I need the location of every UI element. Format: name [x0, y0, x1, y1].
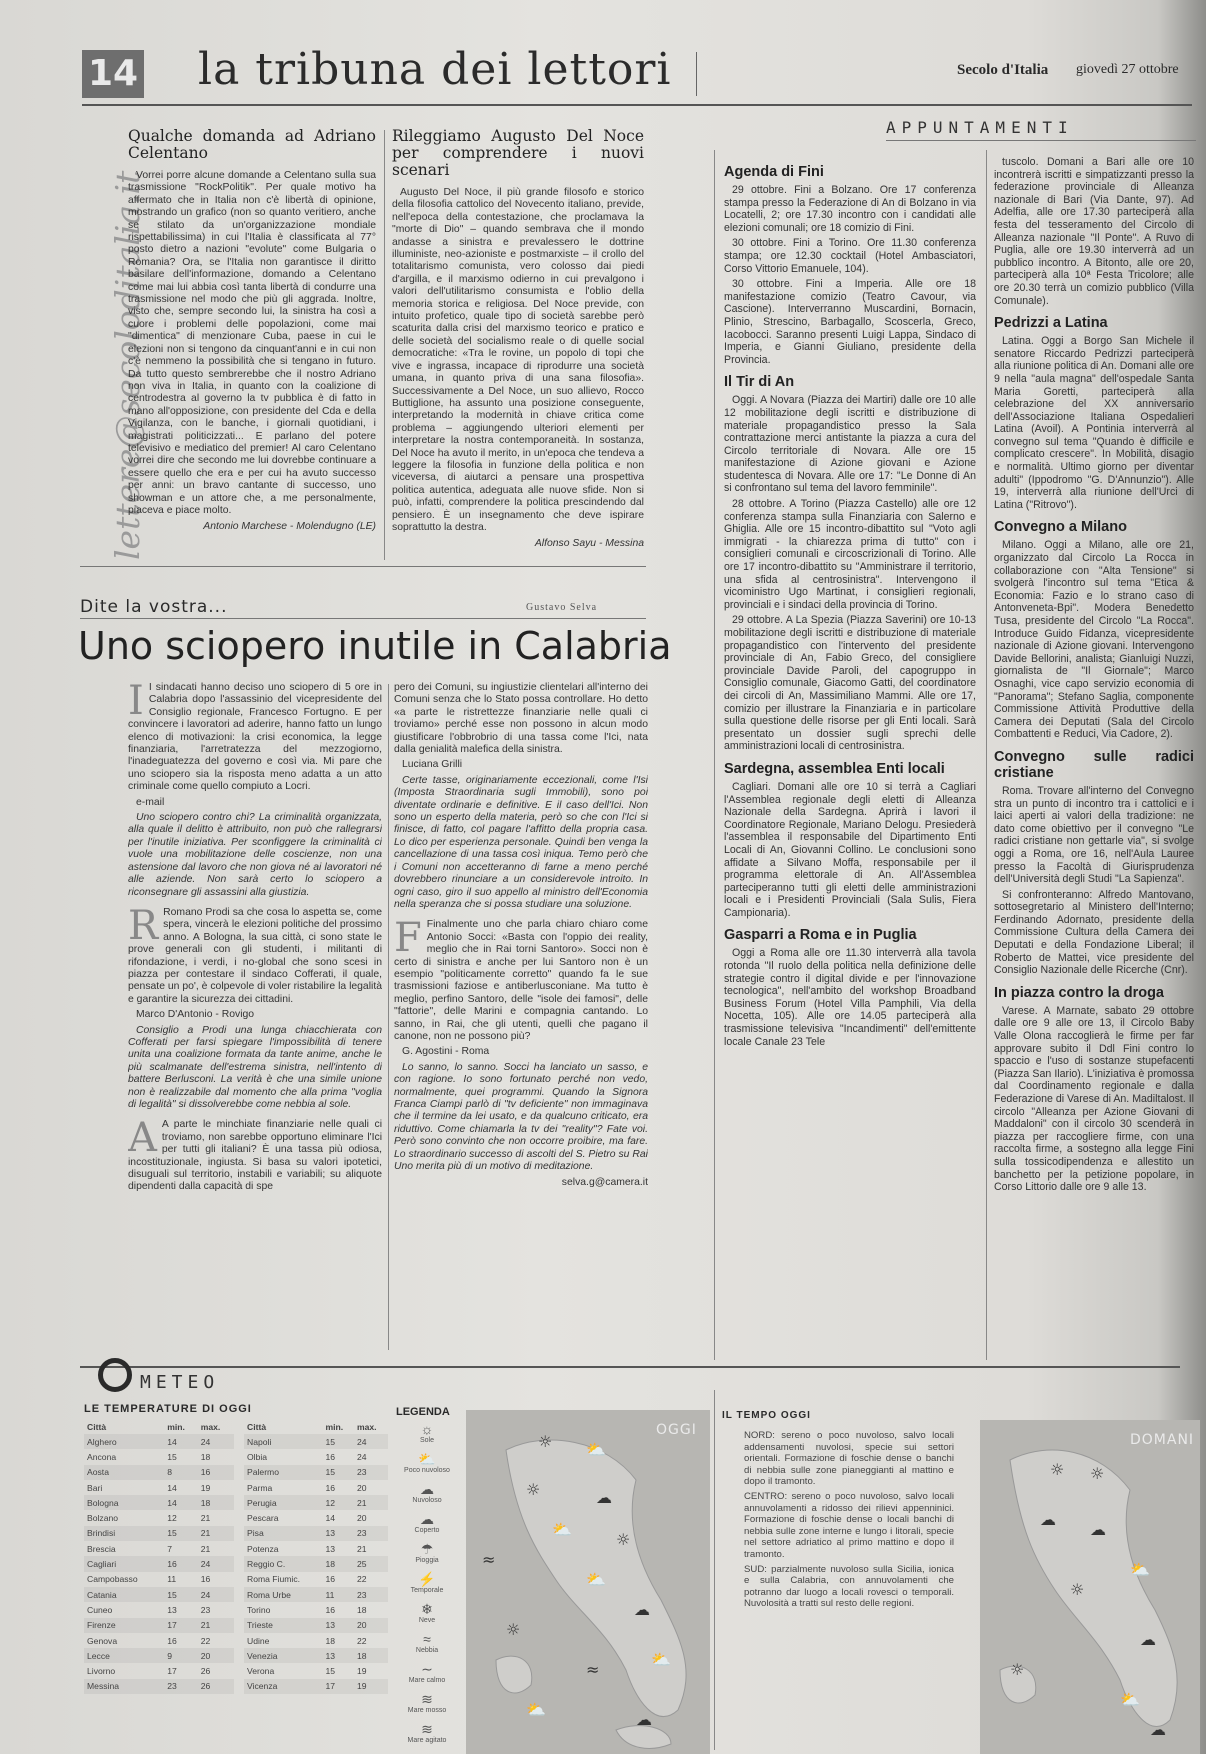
appointment-text: 29 ottobre. Fini a Bolzano. Ore 17 conferenza stampa presso la Federazione di An di Bolzano in via Locatelli, 2; ore 17.30 incontro con i candidati alle elezioni comunali; ore 18 comizio di Fini. [724, 184, 976, 234]
appointment-text: Si confronteranno: Alfredo Mantovano, sottosegretario al Ministero dell'Interno; Ferdinando Adornato, presidente della Commissione Cultura della Camera dei Deputati e della Fondazione Liberal; il Roberto de Mattei, vice presidente del Consiglio Nazionale delle Ricerche (Cnr). [994, 888, 1194, 977]
sun-icon: ☼ [1050, 1460, 1065, 1479]
article-signature: e-mail [136, 796, 165, 808]
table-row [244, 1633, 388, 1648]
min-temp: 13 [322, 1648, 353, 1663]
letter-celentano [128, 128, 376, 562]
cloud-sun-icon: ⛅ [552, 1520, 572, 1539]
appointment-text: Varese. A Marnate, sabato 29 ottobre dalle ore 9 alle ore 13, il Circolo Baby Valle Olona raccoglierà le firme per far approvare subito il Ddl Fini contro lo spaccio e l'uso di sostanze stupefacenti (Piazza San Ilario). L'iniziativa è promossa dal Coordinamento regionale e dalla Federazione di Varese di An. Madiltalost. Il circolo "Alleanza per Azione Giovani di Maddaloni" con il circolo 30 scenderà in piazza per raccogliere firme, con una raccolta firme, a sostegno alla legge Fini sulla tossicodipendenza e allestito un banchetto per la petizione popolare, in Corso Littorio dalle ore 9 alle 13. [994, 1004, 1194, 1194]
cloud-icon: ☁ [596, 1488, 612, 1507]
letter-body: Vorrei porre alcune domande a Celentano sulla sua trasmissione "RockPolitik". Per quale motivo ha affermato che in Italia non c'è libertà di opinione, mostrando un grafico (non so quanto veritiero, anche se stilato da un'organizzazione mondiale rispettabilissima) in cui l'Italia è classificata al 77° posto dietro a nazioni "evolute" come Bulgaria o Romania? Ora, se l'Italia non garantisce il diritto basilare dell'informazione, domando a Celentano come mai lui abbia così tanta libertà di condurre una trasmissione nel modo che più gli aggrada. Inoltre, visto che, sempre secondo lui, la sinistra ha così a cuore i problemi delle popolazioni, come mai "dimentica" di menzionare Cuba, paese in cui le elezioni non si tengono da cinquant'anni e in cui non c'è nemmeno la possibilità che si tengano in futuro. Da tutto questo sembrerebbe che il nostro Adriano non viva in Italia, in quanto con la coalizione di centrodestra al governo la tv pubblica è di fatto in mano all'opposizione, con presidente del Cda e della Vigilanza, con le banche, i giornali quotidiani, i magistrati politicizzati... E parlano del potere televisivo e mediatico del premier! Al caro Celentano vorrei dire che secondo me lui dovrebbe continuare a essere quello che era e per cui ha avuto successo per anni: un bravo cantante di successo, uno showman e un attore che, a me personalmente, piaceva e piace molto. [128, 170, 376, 516]
article-paragraph: pero dei Comuni, su ingiustizie clientelari all'interno dei Comuni senza che lo Stato possa controllare. Ho detto «a parte le ristrettezze finanziarie nelle quali ci troviamo» perché esse non possono in alcun modo giustificare l'obbrobrio di una tassa come l'Ici, nata dalla genialità malefica della sinistra. [394, 682, 648, 756]
max-temp: 24 [198, 1434, 234, 1449]
appointment-title: In piazza contro la droga [994, 984, 1164, 1001]
appointment-text: Cagliari. Domani alle ore 10 si terrà a Cagliari l'Assemblea regionale degli eletti di Alleanza Nazionale della Sardegna. Aprirà i lavori il Coordinatore Regionale, Mariano Delogu. Presiederà l'assemblea il responsabile del Dipartimento Enti Locali di An, Giovanni Collino. Le conclusioni sono affidate a Silvano Moffa, responsabile per il programma elettorale di An. All'Assemblea parteciperanno tutti gli eletti delle amministrazioni locali e i Presidenti Provinciali (Sala Sulis, Fiera Campionaria). [724, 780, 976, 919]
dropcap: I [128, 682, 144, 724]
table-row [244, 1618, 388, 1633]
map-label: DOMANI [1130, 1432, 1195, 1448]
min-temp: 16 [325, 1574, 336, 1585]
cloud-icon: ☁ [636, 1710, 652, 1729]
sun-icon: ☼ [1010, 1660, 1025, 1679]
max-temp: 23 [354, 1587, 388, 1602]
appuntamenti-header: APPUNTAMENTI [886, 118, 1074, 137]
cloud-sun-icon: ⛅ [651, 1650, 671, 1669]
temperatures-title: LE TEMPERATURE DI OGGI [84, 1403, 252, 1415]
forecast-paragraph: SUD: parzialmente nuvoloso sulla Sicilia, ionica e sulla Calabria, con annuvolamenti che potranno dar luogo a locali rovesci o temporali. Nuvolosità a tratti sul resto delle regioni. [744, 1563, 954, 1610]
article-text: Romano Prodi sa che cosa lo aspetta se, come spera, vincerà le elezioni politiche del prossimo anno. A Bologna, la sua città, ci sono state le prove generali con gli studenti, i militanti di rifondazione, i verdi, i no-global che sono scesi in piazza per contestare il sindaco Cofferati, il quale, pensate un po', è colpevole di voler ristabilire la legalità e garantire la sicurezza dei cittadini. [128, 906, 382, 1005]
max-temp: 22 [200, 1635, 211, 1646]
appointment-title: Agenda di Fini [724, 164, 824, 180]
legend-item [402, 1572, 452, 1594]
editor-reply: Uno sciopero contro chi? La criminalità organizzata, alla quale il delitto è attribuito, non può che rallegrarsi per l'inutile iniziativa. Per sconfiggere la criminalità ci vuole una mobilitazione delle coscienze, non una astensione dal lavoro che non giova né ai lavoratori né alle aziende. Non sarà certo lo sciopero a riconsegnare gli assassini alla giustizia. [128, 812, 382, 898]
letter-signature: Alfonso Sayu - Messina [534, 538, 644, 550]
max-temp: 20 [354, 1618, 388, 1633]
table-row [244, 1449, 388, 1464]
appointment-title: Convegno sulle radici cristiane [994, 748, 1194, 781]
appointment-title: Il Tir di An [724, 374, 795, 391]
legend-item [402, 1422, 452, 1444]
table-row [244, 1587, 388, 1602]
min-temp: 14 [164, 1434, 198, 1449]
max-temp: 21 [356, 1543, 367, 1554]
city-name: Verona [247, 1666, 275, 1677]
max-temp: 18 [356, 1604, 367, 1615]
min-temp: 14 [167, 1482, 177, 1493]
masthead-rule [82, 104, 1192, 106]
min-temp: 11 [322, 1587, 353, 1602]
cloud-sun-icon: ⛅ [1120, 1690, 1140, 1709]
max-temp: 19 [356, 1666, 367, 1677]
legend-title: LEGENDA [396, 1406, 450, 1418]
article-signature: Marco D'Antonio - Rovigo [136, 1009, 255, 1021]
table-row [84, 1663, 234, 1678]
meteo-rule [80, 1366, 1180, 1368]
legend-label: Coperto [414, 1527, 440, 1534]
max-temp: 21 [198, 1526, 234, 1541]
max-temp: 20 [356, 1482, 367, 1493]
city-name: Bolzano [87, 1513, 119, 1524]
temperature-header: max. [200, 1422, 221, 1432]
min-temp: 16 [325, 1482, 336, 1493]
max-temp: 19 [354, 1679, 388, 1694]
table-row [244, 1510, 388, 1525]
masthead-separator [696, 52, 697, 96]
city-name: Bologna [84, 1495, 164, 1510]
min-temp: 16 [167, 1635, 177, 1646]
article-text: I sindacati hanno deciso uno sciopero di 5 ore in Calabria dopo l'assassinio del vicepresidente del Consiglio regionale, Francesco Fortugno. E per convincere i lavoratori ad aderire, hanno fatto un lungo elenco di motivazioni: la crisi economica, la legge finanziaria, l'arretratezza del mezzogiorno, l'inadeguatezza del governo e così via. Mi pare che uno sciopero sia la risposta meno adatta a un atto criminale come quello compiuto a Locri. [128, 682, 382, 793]
appointment-text: 30 ottobre. Fini a Imperia. Alle ore 18 manifestazione comizio (Teatro Cavour, via Cascione). Interverranno Muscardini, Bornacin, Plinio, Strescino, Barbagallo, Scoscerla, Greco, Iacobocci. Saranno presenti Luigi Lappa, Sindaco di Imperia, e Gianni Giuliano, presidente della Provincia. [724, 278, 976, 366]
editor-reply: Lo sanno, lo sanno. Socci ha lanciato un sasso, e con ragione. Io sono fortunato perché non vedo, normalmente, quei programmi. Quando la Signora Franca Ciampi parlò di "tv deficiente" non immaginava che il termine da lei usato, e da qualcuno criticato, era riduttivo. Come chiamarla la tv dei "reality"? Fate voi. Però sono convinto che non occorre proibire, ma fare. Lo straordinario successo di ascolti del S. Pietro su Rai Uno merita più di un motivo di meditazione. [394, 1061, 648, 1173]
min-temp: 15 [164, 1526, 198, 1541]
min-temp: 13 [322, 1618, 353, 1633]
storm-icon: ⚡ [418, 1571, 436, 1587]
appuntamenti-rule [886, 140, 1196, 141]
column-divider [384, 130, 385, 560]
max-temp: 23 [354, 1526, 388, 1541]
article-text: Finalmente uno che parla chiaro chiaro come Antonio Socci: «Basta con l'oppio dei reality, meglio che in Rai torni Santoro». Socci non è certo di sinistra e anche per lui Santoro non è un esempio "politicamente corretto" quando fa le sue trasmissioni faziose e antiberlusconiane. Ma tutto è meglio, perfino Santoro, delle "isole dei famosi", delle "fattorie", delle Marini e compagnia cantando. Lo sanno, in Rai, che gli utenti, quelli che pagano il canone, non ne possono più? [394, 919, 648, 1042]
column-divider [714, 150, 715, 1360]
cloud-sun-icon: ⛅ [586, 1440, 606, 1459]
city-name: Firenze [84, 1618, 164, 1633]
sun-icon: ☼ [526, 1480, 541, 1499]
table-row [84, 1679, 234, 1694]
sun-icon: ☼ [506, 1620, 521, 1639]
cloud-icon: ☁ [1140, 1630, 1156, 1649]
city-name: Bari [87, 1482, 103, 1493]
min-temp: 14 [325, 1513, 336, 1524]
city-name: Aosta [84, 1465, 164, 1480]
city-name: Trieste [244, 1618, 322, 1633]
max-temp: 16 [200, 1574, 211, 1585]
min-temp: 15 [322, 1465, 353, 1480]
legend-item [402, 1632, 452, 1654]
min-temp: 15 [322, 1434, 353, 1449]
max-temp: 20 [198, 1648, 234, 1663]
city-name: Venezia [244, 1648, 322, 1663]
city-name: Brindisi [84, 1526, 164, 1541]
temperature-header: Città [247, 1422, 267, 1432]
issue-date: giovedì 27 ottobre [1076, 62, 1179, 77]
article-byline: Gustavo Selva [526, 602, 598, 613]
table-row [244, 1663, 388, 1678]
appointment-title: Convegno a Milano [994, 519, 1127, 536]
letter-body: Augusto Del Noce, il più grande filosofo e storico della filosofia cattolico del Novecento italiano, previde, nell'epoca della contestazione, che proclamava la "morte di Dio" – quando sembrava che il mondo andasse a sinistra e prevalessero le dottrine illuministe, neo-azioniste e postmarxiste – il crollo del totalitarismo comunista, vero colosso dai piedi d'argilla, e il marxismo odierno in cui prevalgono i valori dell'utilitarismo consumista e l'oblio della memoria storica e religiosa. Del Noce previde, con intuito profetico, quale tipo di società sarebbe però scaturita dalla crisi del marxismo teorico e pratico e delle società del socialismo reale o di quelle social democratiche: «Tra le rovine, un popolo di topi che vive e ingrassa, incapace di riprodurre una società umana, in quanto priva di una sana filosofia». Successivamente a Del Noce, un suo allievo, Rocco Buttiglione, ha assunto una posizione conseguente, interpretando la modernità in chiave critica come problema – aggiungendo ulteriori elementi per interpretare la nostra contemporaneità. In sostanza, Del Noce ha avuto il merito, in un'epoca che tendeva a leggere la filosofia in funzione della politica e non viceversa, di aiutarci a pensare una prospettiva politica autentica, adeguata alle nuove sfide. Non si può, infatti, comprendere la politica prescindendo dal pensiero. È un insegnamento che deve ispirare soprattutto la destra. [392, 187, 644, 533]
min-temp: 11 [167, 1574, 177, 1585]
dropcap: F [394, 915, 422, 962]
temperature-header: min. [325, 1422, 344, 1432]
weather-forecast-text [744, 1430, 954, 1750]
min-temp: 9 [164, 1648, 198, 1663]
weather-forecast-title: IL TEMPO OGGI [722, 1410, 811, 1421]
max-temp: 23 [200, 1604, 211, 1615]
table-row [84, 1510, 234, 1525]
letter-del-noce [392, 128, 644, 562]
appointment-text: Milano. Oggi a Milano, alle ore 21, organizzato dal Circolo La Rocca in collaborazione con "Alta Tensione" si svolgerà l'incontro sul tema "Etica & Economia: Fazio e lo strano caso di Antonveneta-Bpi". Modera Benedetto Tusa, presidente del Circolo "La Rocca". Introduce Guido Fidanza, vicepresidente nazionale di Azione giovani. Intervengono Davide Bellorini, analista; Gianluigi Nuzzi, giornalista de "Il Giornale"; Marco Osnaghi, vice capo servizio economia di "Panorama"; Stefano Saglia, componente Commissione Attività Produttive della Camera dei Deputati (Sala del Circolo Combattenti e Reduci, Via Cadore, 2). [994, 539, 1194, 741]
sea-rough-icon: ≋ [421, 1691, 433, 1707]
city-name: Roma Urbe [244, 1587, 322, 1602]
table-row [84, 1618, 234, 1633]
max-temp: 24 [356, 1451, 367, 1462]
legend-label: Temporale [410, 1587, 444, 1594]
fog-icon: ≈ [423, 1631, 431, 1647]
cloud-icon: ☁ [420, 1481, 434, 1497]
min-temp: 13 [325, 1543, 336, 1554]
cloud-icon: ☁ [634, 1600, 650, 1619]
cloud-sun-icon: ⛅ [586, 1570, 606, 1589]
table-row [84, 1526, 234, 1541]
fog-icon: ≈ [482, 1550, 496, 1569]
min-temp: 17 [167, 1666, 177, 1677]
table-row [244, 1648, 388, 1663]
temperature-header: Città [87, 1422, 107, 1432]
min-temp: 15 [167, 1451, 177, 1462]
table-row [244, 1602, 388, 1617]
appointment-text: 28 ottobre. A Torino (Piazza Castello) alle ore 12 conferenza stampa sulla Finanziaria con Salerno e Ghiglia. Alle ore 15 incontro-dibattito sul "Voto agli immigrati - la chiarezza prima di tutto" con i consiglieri comunali e circoscrizionali di Torino. Alle ore 17 incontro-dibattito su "Amministrare il territorio, una sfida al centrosinistra". Intervengono il vicoministro Ugo Martinat, i consiglieri regionali, provinciali e i sindaci della provincia di Torino. [724, 498, 976, 611]
meteo-title: METEO [140, 1372, 220, 1393]
article-text: A parte le minchiate finanziarie nelle quali ci troviamo, non sarebbe opportuno eliminare l'Ici per tutti gli italiani? È una tassa più odiosa, incostituzionale, ingiusta. Si basa su valori ipotetici, disuguali sul territorio, instabili e variabili; su aliquote dipendenti dalla capacità di spe [128, 1119, 382, 1193]
paper-name: Secolo d'Italia [957, 62, 1049, 78]
table-row [84, 1633, 234, 1648]
legend-label: Mare agitato [407, 1737, 447, 1744]
min-temp: 13 [167, 1604, 177, 1615]
legend-item [402, 1542, 452, 1564]
article-signature: Luciana Grilli [402, 759, 463, 771]
temperatures-table-right [244, 1420, 388, 1694]
appointment-text: tuscolo. Domani a Bari alle ore 10 incontrerà iscritti e simpatizzanti presso la federazione provinciale di Alleanza nazionale di Bari (Via Dante, 97). Ad Adelfia, alle ore 17.30 parteciperà alla festa del tesseramento del Circolo di Alleanza nazionale "Il Ponte". A Ruvo di Puglia, alle ore 19.30 interverrà ad un pubblico incontro. A Bitonto, alle ore 20, parteciperà alla 10ª Festa Tricolore; alle ore 20.30 terrà un comizio pubblico (Villa Comunale). [994, 156, 1194, 307]
article-signature: G. Agostini - Roma [402, 1046, 490, 1058]
city-name: Vicenza [244, 1679, 322, 1694]
max-temp: 19 [200, 1482, 211, 1493]
table-row [244, 1480, 388, 1495]
cloud-sun-icon: ⛅ [526, 1700, 546, 1719]
min-temp: 13 [322, 1526, 353, 1541]
city-name: Reggio C. [244, 1556, 322, 1571]
city-name: Campobasso [87, 1574, 138, 1585]
temperature-header: min. [167, 1422, 185, 1432]
min-temp: 12 [322, 1495, 353, 1510]
article-column-2 [394, 682, 648, 1354]
min-temp: 12 [167, 1513, 177, 1524]
article-paragraph [394, 915, 648, 1043]
table-row [84, 1480, 234, 1495]
kicker-rule [80, 618, 646, 619]
page-number: 14 [82, 50, 144, 98]
legend-item [402, 1722, 452, 1744]
column-divider [388, 684, 389, 1350]
city-name: Alghero [84, 1434, 164, 1449]
letter-title: Rileggiamo Augusto Del Noce per comprendere i nuovi scenari [392, 128, 644, 179]
min-temp: 17 [164, 1618, 198, 1633]
city-name: Cuneo [87, 1604, 113, 1615]
appointment-title: Sardegna, assemblea Enti locali [724, 760, 945, 777]
appuntamenti-column-2 [994, 156, 1194, 1356]
city-name: Perugia [244, 1495, 322, 1510]
city-name: Brescia [87, 1543, 116, 1554]
min-temp: 7 [167, 1543, 172, 1554]
dropcap: R [128, 902, 159, 949]
legend-item [402, 1512, 452, 1534]
city-name: Pescara [247, 1513, 279, 1524]
max-temp: 26 [200, 1666, 211, 1677]
max-temp: 25 [354, 1556, 388, 1571]
appointment-title: Gasparri a Roma e in Puglia [724, 927, 917, 944]
legend-label: Mare mosso [407, 1707, 447, 1714]
max-temp: 26 [198, 1679, 234, 1694]
legend-item [402, 1452, 452, 1474]
city-name: Roma Fiumic. [247, 1574, 301, 1585]
max-temp: 18 [198, 1495, 234, 1510]
city-name: Messina [84, 1679, 164, 1694]
table-row [84, 1434, 234, 1449]
section-title: la tribuna dei lettori [198, 44, 672, 95]
max-temp: 21 [200, 1543, 211, 1554]
dropcap: A [128, 1115, 157, 1162]
min-temp: 16 [164, 1556, 198, 1571]
article-column-1 [128, 682, 382, 1354]
city-name: Olbia [247, 1451, 268, 1462]
article-kicker: Dite la vostra... [80, 597, 228, 617]
table-row [244, 1679, 388, 1694]
table-row [244, 1495, 388, 1510]
min-temp: 18 [325, 1635, 336, 1646]
city-name: Livorno [87, 1666, 116, 1677]
cloud-sun-icon: ⛅ [418, 1451, 436, 1467]
editor-reply: Certe tasse, originariamente eccezionali, come l'Isi (Imposta Straordinaria sugli Immobili), sono poi diventate ordinarie e definitive. E il caso dell'Ici. Non sono un esperto della materia, però so che con l'Ici si finisce, di fatto, col pagare l'affitto della propria casa. Lo dico per esperienza personale. Quindi ben venga la cancellazione di una tassa così iniqua. Temo però che i Comuni non accetteranno di farne a meno perché dovrebbero rinunciare a un considerevole introito. In ogni caso, giro il suo appello al ministro dell'Economia nella speranza che si possa studiare una soluzione. [394, 774, 648, 910]
weather-map-today [466, 1410, 710, 1754]
min-temp: 14 [164, 1495, 198, 1510]
legend-item [402, 1662, 452, 1684]
column-divider [986, 150, 987, 1360]
appointment-text: Oggi. A Novara (Piazza dei Martiri) dalle ore 10 alle 12 mobilitazione degli iscritti e distribuzione di materiale propagandistico presso la Sala contrattazione merci antistante la piazza a cura del Circolo territoriale di Novara. Alle ore 15 manifestazione di Azione giovani e Azione studentesca di Novara. Alle ore 17: "Le Donne di An si confrontano sul tema del lavoro femminile". [724, 394, 976, 495]
legend-label: Poco nuvoloso [404, 1467, 450, 1474]
max-temp: 22 [356, 1574, 367, 1585]
sea-very-rough-icon: ≋ [421, 1721, 433, 1737]
max-temp: 18 [354, 1648, 388, 1663]
appointment-text: 29 ottobre. A La Spezia (Piazza Saverini) ore 10-13 mobilitazione degli iscritti e distribuzione di materiale propagandistico con l'intervento del presidente provinciale di An, Fabio Greco, del consigliere provinciale Davide Paroli, del capogruppo in Consiglio comunale, Giacomo Gatti, del coordinatore dei circoli di An, Massimiliano Mammi. Alle ore 17, comizio per illustrare la Finanziaria e in particolare sulla questione delle risorse per gli Enti locali. Sarà presentato un dossier sugli sprechi delle amministrazioni locali di centrosinistra. [724, 614, 976, 753]
temperature-header: max. [356, 1422, 377, 1432]
cloud-icon: ☁ [1040, 1510, 1056, 1529]
letter-signature: Antonio Marchese - Molendugno (LE) [203, 521, 376, 533]
appuntamenti-column-1 [724, 156, 976, 1356]
table-row [244, 1465, 388, 1480]
legend-label: Sole [419, 1437, 434, 1444]
sun-icon: ☼ [616, 1530, 631, 1549]
rain-icon: ☂ [420, 1541, 434, 1557]
max-temp: 18 [200, 1451, 211, 1462]
forecast-paragraph: NORD: sereno o poco nuvoloso, salvo locali addensamenti nuvolosi, specie sui settori orientali. Formazione di foschie dense o banchi di nebbia sulle zone pianeggianti al mattino e dopo il tramonto. [744, 1430, 954, 1488]
forecast-paragraph: CENTRO: sereno o poco nuvoloso, salvo locali annuvolamenti a ridosso dei rilievi appenninici. Formazione di foschie dense o locali banchi di nebbia sulle zone interne e lungo i litorali, specie nel settore adriatico al primo mattino e dopo il tramonto. [744, 1490, 954, 1560]
min-temp: 17 [322, 1679, 353, 1694]
legend-item [402, 1692, 452, 1714]
min-temp: 15 [164, 1587, 198, 1602]
city-name: Udine [247, 1635, 270, 1646]
max-temp: 24 [198, 1556, 234, 1571]
sun-icon: ☼ [1070, 1580, 1085, 1599]
editor-reply: Consiglio a Prodi una lunga chiacchierata con Cofferati per farsi spiegare l'impossibilità di tenere unita una coalizione formata da tante anime, anche le più scalmanate dell'estrema sinistra, nell'intento di battere Berlusconi. La verità è che una simile unione non è realizzabile dal momento che alla prima "voglia di legalità" si dissolverebbe come nebbia al sole. [128, 1024, 382, 1110]
overcast-icon: ☁ [420, 1511, 434, 1527]
city-name: Catania [84, 1587, 164, 1602]
max-temp: 24 [354, 1434, 388, 1449]
city-name: Napoli [244, 1434, 322, 1449]
article-paragraph [128, 902, 382, 1006]
city-name: Lecce [84, 1648, 164, 1663]
sun-icon: ☼ [420, 1421, 434, 1437]
table-row [244, 1556, 388, 1571]
table-row [84, 1587, 234, 1602]
legend-label: Nuvoloso [412, 1497, 442, 1504]
sun-icon: ☼ [1090, 1464, 1105, 1483]
city-name: Cagliari [84, 1556, 164, 1571]
appointment-text: Roma. Trovare all'interno del Convegno stra un punto di incontro tra i cattolici e i laici aperti ai valori della tradizione: ne dato come obiettivo per il convegno "Le radici cristiane non gettarle via", si svolge oggi a Roma, ore 16, nell'Aula Lauree presso la Facoltà di Giurisprudenza dell'Università degli Studi "La Sapienza". [994, 784, 1194, 886]
table-row [84, 1449, 234, 1464]
city-name: Palermo [244, 1465, 322, 1480]
city-name: Ancona [87, 1451, 117, 1462]
sea-calm-icon: ∼ [421, 1661, 433, 1677]
city-name: Pisa [244, 1526, 322, 1541]
table-row [244, 1541, 388, 1556]
meteo-logo-icon [98, 1358, 132, 1392]
max-temp: 20 [356, 1513, 367, 1524]
fog-icon: ≈ [586, 1660, 600, 1679]
max-temp: 23 [354, 1465, 388, 1480]
max-temp: 24 [198, 1587, 234, 1602]
cloud-icon: ☁ [1150, 1720, 1166, 1739]
city-name: Parma [247, 1482, 273, 1493]
min-temp: 16 [325, 1451, 336, 1462]
cloud-sun-icon: ⛅ [1130, 1560, 1150, 1579]
table-row [84, 1541, 234, 1556]
appointment-title: Pedrizzi a Latina [994, 315, 1108, 332]
city-name: Genova [87, 1635, 118, 1646]
max-temp: 16 [198, 1465, 234, 1480]
cloud-icon: ☁ [1090, 1520, 1106, 1539]
article-paragraph [128, 682, 382, 794]
legend-item [402, 1482, 452, 1504]
table-row [84, 1556, 234, 1571]
weather-map-tomorrow [980, 1420, 1200, 1754]
max-temp: 21 [198, 1618, 234, 1633]
table-row [84, 1572, 234, 1587]
min-temp: 16 [325, 1604, 336, 1615]
min-temp: 23 [164, 1679, 198, 1694]
max-temp: 21 [354, 1495, 388, 1510]
legend-item [402, 1602, 452, 1624]
min-temp: 15 [325, 1666, 336, 1677]
table-row [244, 1572, 388, 1587]
max-temp: 22 [356, 1635, 367, 1646]
column-divider [714, 1390, 715, 1750]
legend-label: Neve [418, 1617, 436, 1624]
table-row [84, 1602, 234, 1617]
section-rule [80, 566, 646, 567]
table-row [84, 1495, 234, 1510]
appointment-text: Oggi a Roma alle ore 11.30 interverrà alla tavola rotonda "Il ruolo della politica nella definizione delle strategie contro il digital divide e per l'innovazione tecnologica", nell'ambito del workshop Broadband Business Forum (Hotel Villa Pamphili, Via della Nocetta, 105). Alle ore 14.05 parteciperà alla trasmissione televisiva "Incandimenti" dell'emittente locale Canale 23 Tele [724, 947, 976, 1048]
article-headline: Uno sciopero inutile in Calabria [78, 624, 672, 668]
min-temp: 18 [322, 1556, 353, 1571]
letter-title: Qualche domanda ad Adriano Celentano [128, 128, 376, 162]
sun-icon: ☼ [538, 1432, 553, 1451]
legend-label: Nebbia [415, 1647, 439, 1654]
author-email: selva.g@camera.it [561, 1177, 648, 1189]
max-temp: 21 [200, 1513, 211, 1524]
legend-label: Mare calmo [408, 1677, 446, 1684]
appointment-text: Latina. Oggi a Borgo San Michele il senatore Riccardo Pedrizzi parteciperà alla riunione politica di An. Domani alle ore 9 nella "aula magna" dell'ospedale Santa Maria Goretti, parteciperà alla celebrazione del XX anniversario dell'Associazione Italiana Ospedalieri Latina (Avoil). A Pontinia interverrà al convegno sul tema "Quando è difficile e complicato crescere". In Mobilità, disagio e normalità. Ultimo giorno per diventar adulti" (Ippodromo "G. D'Annunzio"). Alle 19, interverrà alla riunione dell'Urci di Latina ("Ritrovo"). [994, 335, 1194, 511]
legend-label: Pioggia [415, 1557, 439, 1564]
min-temp: 8 [164, 1465, 198, 1480]
appointment-text: 30 ottobre. Fini a Torino. Ore 11.30 conferenza stampa; ore 12.30 cocktail (Hotel Ambasciatori, Corso Vittorio Emanuele, 104). [724, 237, 976, 275]
snow-icon: ❄ [421, 1601, 433, 1617]
city-name: Torino [247, 1604, 271, 1615]
city-name: Potenza [247, 1543, 279, 1554]
table-row [84, 1648, 234, 1663]
article-paragraph [128, 1115, 382, 1193]
table-row [84, 1465, 234, 1480]
map-label: OGGI [656, 1422, 697, 1438]
table-row [244, 1434, 388, 1449]
vertical-email: lettere@secoloditalia.it [108, 170, 147, 560]
table-row [244, 1526, 388, 1541]
temperatures-table-left [84, 1420, 234, 1694]
